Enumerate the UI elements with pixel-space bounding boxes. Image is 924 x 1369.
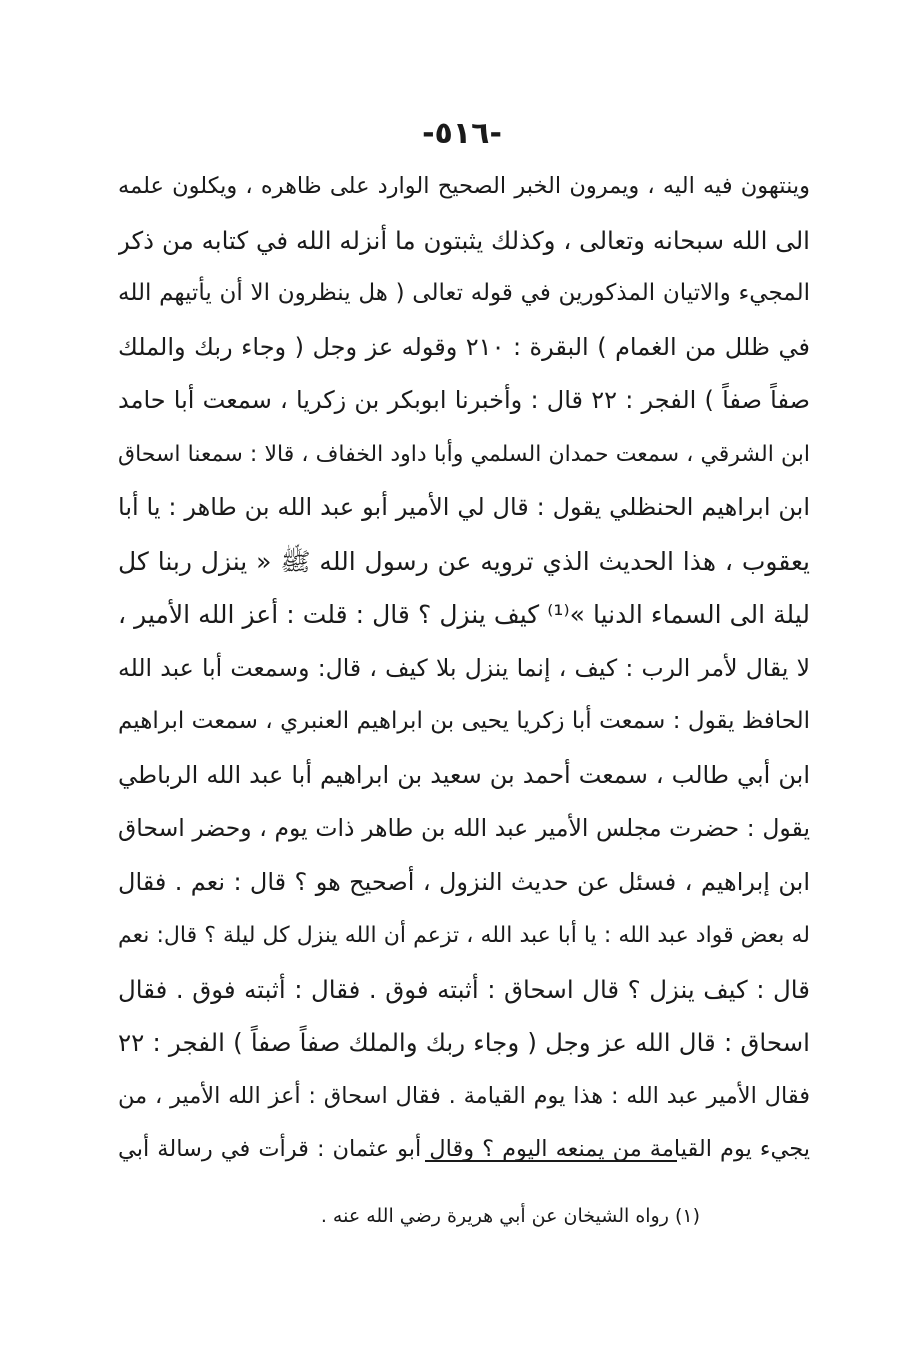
text-line-3: المجيء والاتيان المذكورين في قوله تعالى ( هل ينظرون الا أن يأتيهم الله (118, 280, 810, 306)
text-line-5: صفاً صفاً ) الفجر : ٢٢ قال : وأخبرنا ابوبكر بن زكريا ، سمعت أبا حامد (118, 386, 810, 414)
body-text (118, 160, 810, 1177)
text-line-12: ابن أبي طالب ، سمعت أحمد بن سعيد بن ابراهيم أبا عبد الله الرباطي (118, 760, 810, 789)
text-line-4: في ظلل من الغمام ) البقرة : ٢١٠ وقوله عز وجل ( وجاء ربك والملك (118, 332, 810, 361)
page-number: -٥١٦- (422, 116, 502, 151)
text-line-10: لا يقال لأمر الرب : كيف ، إنما ينزل بلا كيف ، قال: وسمعت أبا عبد الله (118, 653, 810, 682)
text-line-13: يقول : حضرت مجلس الأمير عبد الله بن طاهر ذات يوم ، وحضر اسحاق (118, 814, 810, 842)
footnote: (١) رواه الشيخان عن أبي هريرة رضي الله عنه . (320, 1205, 700, 1227)
text-line-9: ليلة الى السماء الدنيا »⁽¹⁾ كيف ينزل ؟ قال : قلت : أعز الله الأمير ، (118, 600, 810, 629)
text-line-1: وينتهون فيه اليه ، ويمرون الخبر الصحيح الوارد على ظاهره ، ويكلون علمه (118, 173, 810, 199)
text-line-14: ابن إبراهيم ، فسئل عن حديث النزول ، أصحيح هو ؟ قال : نعم . فقال (118, 867, 810, 896)
text-line-17: اسحاق : قال الله عز وجل ( وجاء ربك والملك صفاً صفاً ) الفجر : ٢٢ (118, 1028, 810, 1057)
text-line-8: يعقوب ، هذا الحديث الذي ترويه عن رسول الله ﷺ « ينزل ربنا كل (118, 546, 810, 576)
text-line-16: قال : كيف ينزل ؟ قال اسحاق : أثبته فوق . فقال : أثبته فوق . فقال (118, 974, 810, 1004)
footnote-separator (425, 1160, 677, 1162)
text-line-7: ابن ابراهيم الحنظلي يقول : قال لي الأمير أبو عبد الله بن طاهر : يا أبا (118, 493, 810, 521)
text-line-6: ابن الشرقي ، سمعت حمدان السلمي وأبا داود الخفاف ، قالا : سمعنا اسحاق (118, 441, 810, 467)
text-line-19: يجيء يوم القيامة من يمنعه اليوم ؟ وقال أبو عثمان : قرأت في رسالة أبي (118, 1136, 810, 1162)
text-line-15: له بعض قواد عبد الله : يا أبا عبد الله ، تزعم أن الله ينزل كل ليلة ؟ قال: نعم (118, 923, 810, 948)
text-line-2: الى الله سبحانه وتعالى ، وكذلك يثبتون ما أنزله الله في كتابه من ذكر (118, 225, 810, 255)
text-line-18: فقال الأمير عبد الله : هذا يوم القيامة . فقال اسحاق : أعز الله الأمير ، من (118, 1082, 810, 1109)
text-line-11: الحافظ يقول : سمعت أبا زكريا يحيى بن ابراهيم العنبري ، سمعت ابراهيم (118, 708, 810, 734)
